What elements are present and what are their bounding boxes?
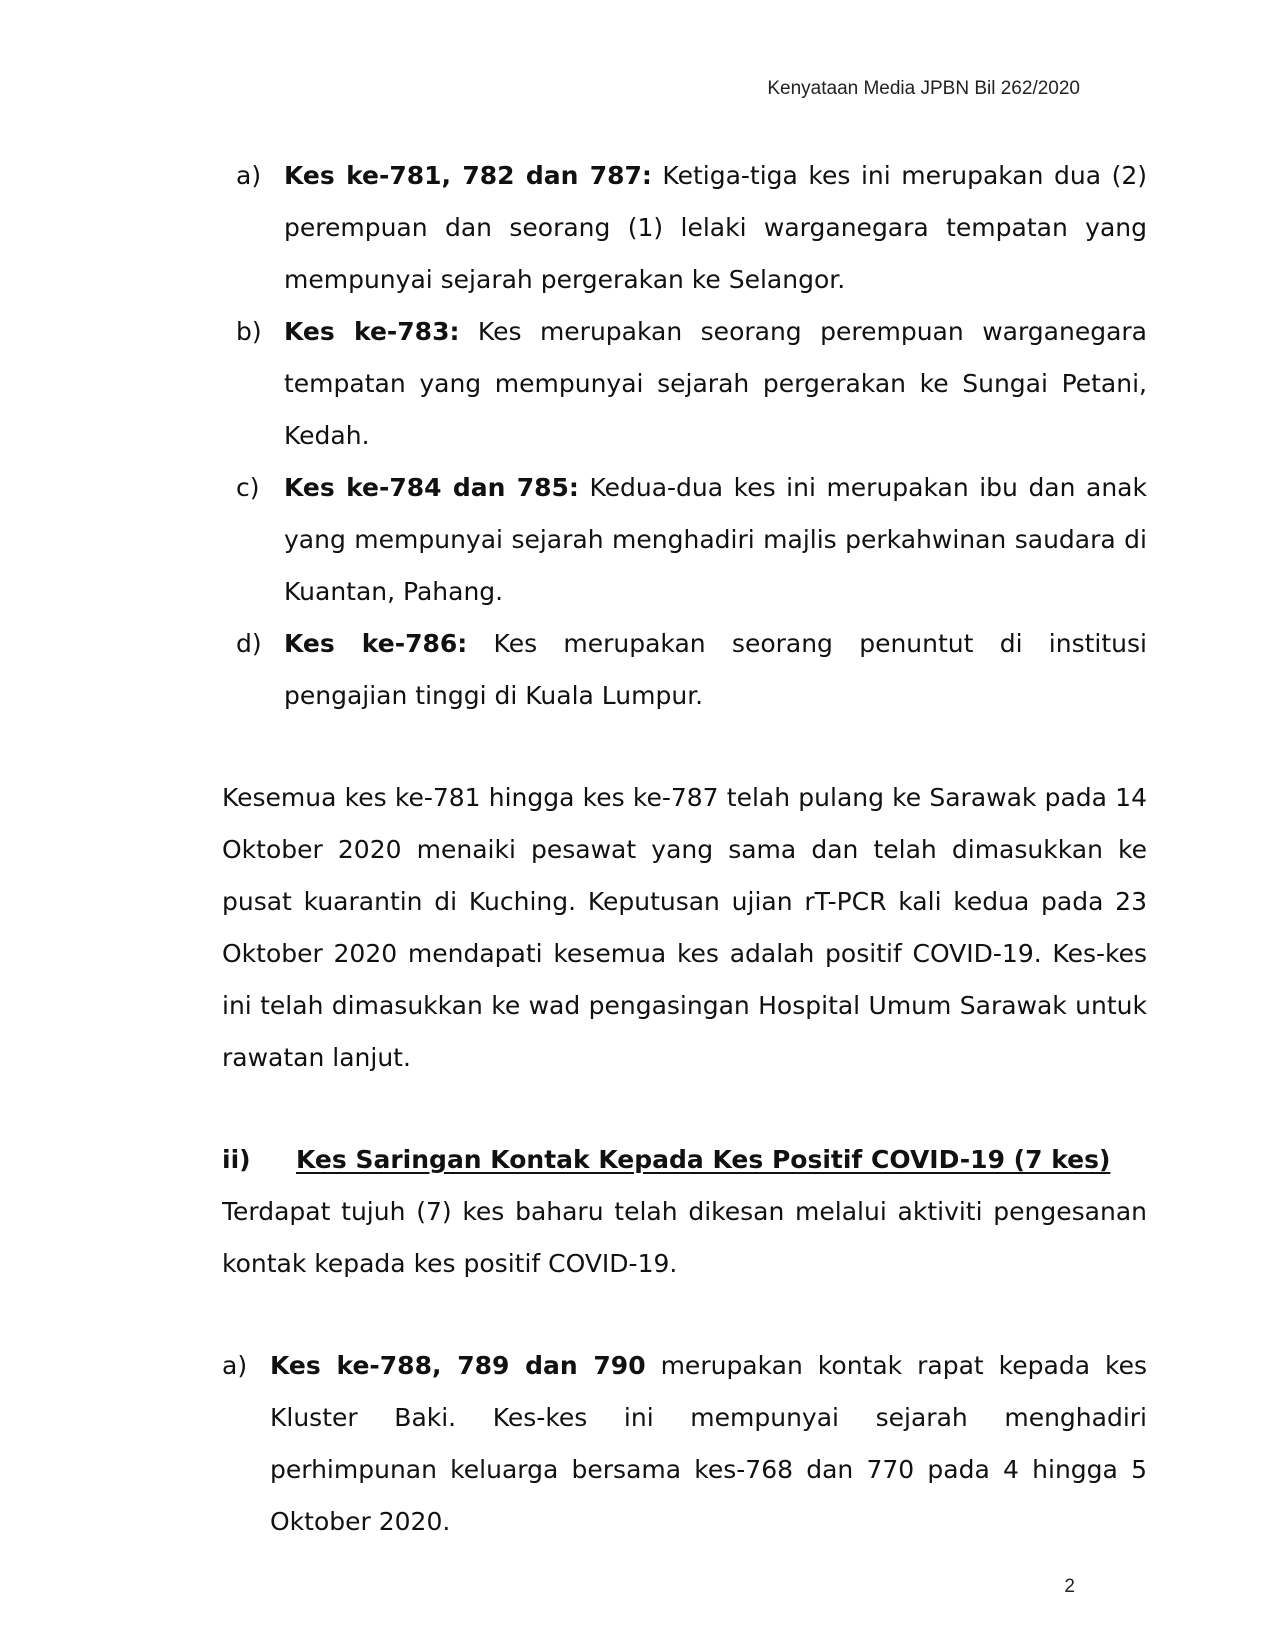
case-ids: Kes ke-781, 782 dan 787:	[284, 161, 652, 190]
list-item	[236, 150, 1147, 306]
list-item	[236, 618, 1147, 722]
list-item	[236, 306, 1147, 462]
section-heading	[222, 1134, 1147, 1186]
list-marker: a)	[222, 1351, 248, 1380]
section-title: Kes Saringan Kontak Kepada Kes Positif COVID-19 (7 kes)	[296, 1145, 1111, 1174]
section-number: ii)	[222, 1145, 251, 1174]
document-body	[222, 150, 1147, 1548]
list-item	[236, 462, 1147, 618]
list-marker: a)	[236, 161, 262, 190]
section-intro-paragraph: Terdapat tujuh (7) kes baharu telah dikesan melalui aktiviti pengesanan kontak kepada kes positif COVID-19.	[222, 1197, 1147, 1278]
document-header: Kenyataan Media JPBN Bil 262/2020	[767, 78, 1080, 99]
list-marker: d)	[236, 629, 262, 658]
case-description: merupakan kontak rapat kepada kes Kluster Baki. Kes-kes ini mempunyai sejarah menghadiri perhimpunan keluarga bersama kes-768 dan 770 pada 4 hingga 5 Oktober 2020.	[270, 1351, 1147, 1536]
case-list-contacts	[222, 1340, 1147, 1548]
case-description: Kes merupakan seorang penuntut di institusi pengajian tinggi di Kuala Lumpur.	[284, 629, 1147, 710]
page-number: 2	[1064, 1576, 1075, 1597]
list-item	[222, 1340, 1147, 1548]
case-description: Kedua-dua kes ini merupakan ibu dan anak yang mempunyai sejarah menghadiri majlis perkahwinan saudara di Kuantan, Pahang.	[284, 473, 1147, 606]
case-description: Ketiga-tiga kes ini merupakan dua (2) perempuan dan seorang (1) lelaki warganegara tempatan yang mempunyai sejarah pergerakan ke Selangor.	[284, 161, 1148, 294]
summary-paragraph: Kesemua kes ke-781 hingga kes ke-787 telah pulang ke Sarawak pada 14 Oktober 2020 menaiki pesawat yang sama dan telah dimasukkan ke pusat kuarantin di Kuching. Keputusan ujian rT-PCR kali kedua pada 23 Oktober 2020 mendapati kesemua kes adalah positif COVID-19. Kes-kes ini telah dimasukkan ke wad pengasingan Hospital Umum Sarawak untuk rawatan lanjut.	[222, 783, 1147, 1072]
list-marker: c)	[236, 473, 260, 502]
case-ids: Kes ke-784 dan 785:	[284, 473, 579, 502]
case-list-imported	[236, 150, 1147, 722]
case-ids: Kes ke-783:	[284, 317, 460, 346]
list-marker: b)	[236, 317, 262, 346]
case-ids: Kes ke-788, 789 dan 790	[270, 1351, 646, 1380]
case-description: Kes merupakan seorang perempuan warganegara tempatan yang mempunyai sejarah pergerakan ke Sungai Petani, Kedah.	[284, 317, 1147, 450]
case-ids: Kes ke-786:	[284, 629, 468, 658]
